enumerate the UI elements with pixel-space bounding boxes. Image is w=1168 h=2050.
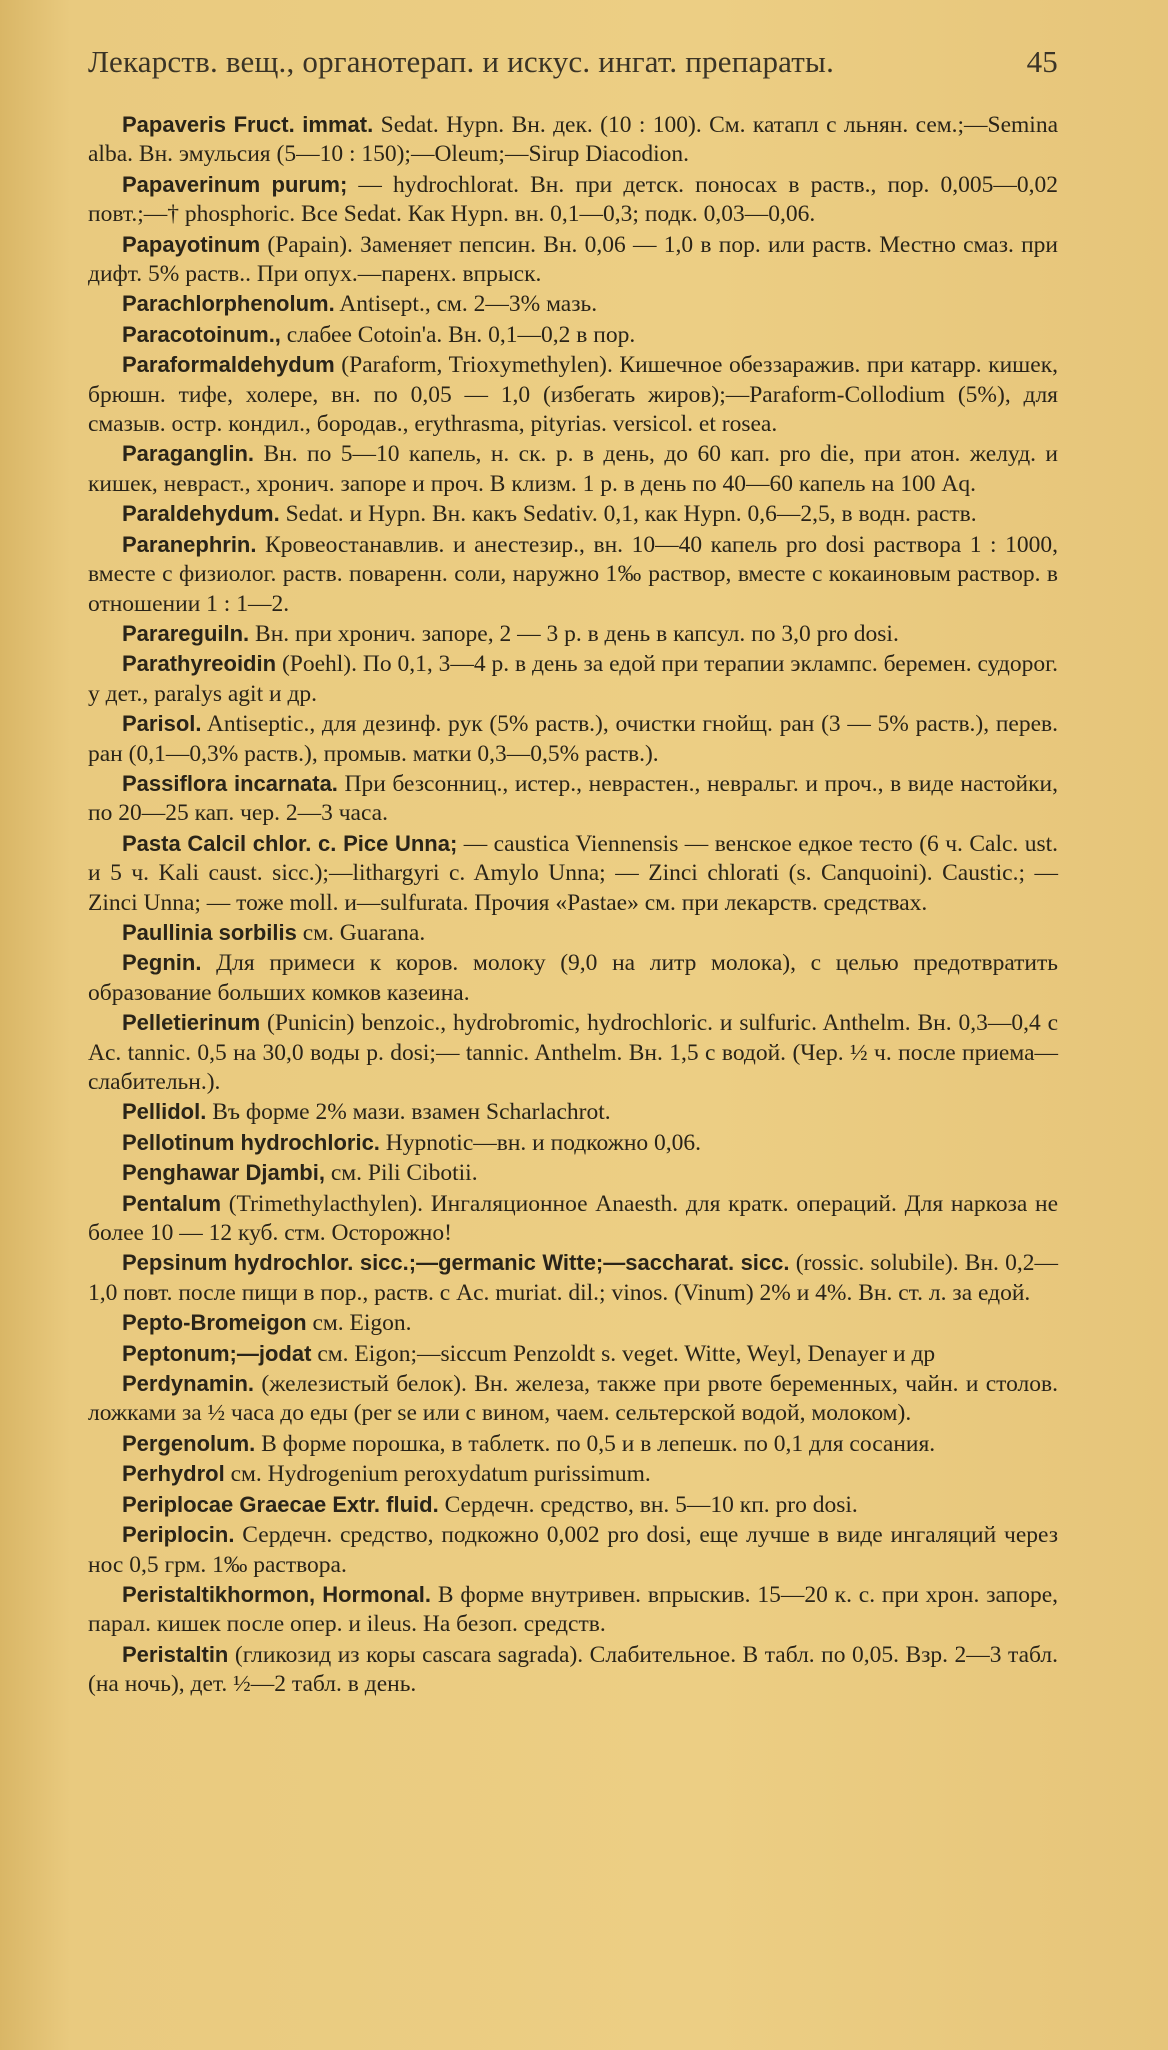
- entry-term: Paraldehydum.: [122, 501, 280, 527]
- entry-list: [88, 110, 1058, 1700]
- entry: [88, 1369, 1058, 1429]
- entry-term: Pepto-Bromeigon: [122, 1310, 307, 1336]
- entry-text: В форме порошка, в таблетк. по 0,5 и в лепешк. по 0,1 для сосания.: [261, 1430, 936, 1457]
- entry-text: (rossic. solubile). Вн. 0,2—1,0 повт. после пищи в пор., раств. с Ac. muriat. dil.; vinos. (Vinum) 2% и 4%. Вн. ст. л. за едой.: [88, 1250, 1059, 1306]
- entry: [88, 170, 1058, 230]
- entry-text: Кровеостанавлив. и анестезир., вн. 10—40 капель pro dosi раствора 1 : 1000, вместе с физиолог. раств. поваренн. соли, наружно 1‰ раствор, вместе с кокаиновым раствор. в отношении 1 : 1—2.: [88, 531, 1059, 617]
- entry-text: (гликозид из коры cascara sagrada). Слабительное. В табл. по 0,05. Взр. 2—3 табл. (на ночь), дет. ½—2 табл. в день.: [88, 1641, 1058, 1698]
- entry: [88, 1339, 1058, 1369]
- entry-term: Penghawar Djambi,: [122, 1160, 325, 1186]
- entry-text: см. Pili Cibotii.: [330, 1160, 478, 1187]
- entry-term: Paranephrin.: [122, 531, 257, 557]
- entry-text: слабее Cotoin'а. Вн. 0,1—0,2 в пор.: [286, 321, 636, 348]
- entry-text: (Trimethylacthylen). Ингаляционное Anaesth. для кратк. операций. Для наркоза не более 10 — 12 куб. стм. Осторожно!: [88, 1190, 1058, 1247]
- entry: [88, 709, 1058, 769]
- entry-term: Papayotinum: [122, 231, 261, 257]
- entry-text: Sedat. Hypn. Вн. дек. (10 : 100). См. катапл с льнян. сем.;—Semina alba. Вн. эмульсия (5—10 : 150);—Oleum;—Sirup Diacodion.: [88, 112, 1059, 168]
- entry-term: Parathyreoidin: [122, 651, 277, 677]
- entry: [88, 439, 1058, 499]
- entry-term: Papaverinum purum;: [122, 171, 348, 197]
- entry: [88, 649, 1058, 709]
- entry-text: (железистый белок). Вн. железа, также при рвоте беременных, чайн. и столов. ложками за ½ часа до еды (per se или с вином, чаем. сельтерской водой, молоком).: [88, 1371, 1058, 1427]
- entry-term: Periplocae Graecae Extr. fluid.: [122, 1491, 439, 1517]
- entry-term: Perdynamin.: [122, 1371, 255, 1397]
- entry: [88, 1008, 1058, 1097]
- entry: [88, 1459, 1058, 1489]
- entry-term: Pellotinum hydrochloric.: [122, 1129, 380, 1155]
- entry-text: Сердечн. средство, вн. 5—10 кп. pro dosi.: [444, 1491, 858, 1518]
- entry-term: Papaveris Fruct. immat.: [122, 112, 374, 137]
- entry-text: — hydrochlorat. Вн. при детск. поносах в раств., пор. 0,005—0,02 повт.;—† phosphoric. Все Sedat. Как Hypn. вн. 0,1—0,3; подк. 0,03—0,06.: [88, 171, 1059, 228]
- entry-term: Parisol.: [122, 711, 202, 737]
- entry: [88, 350, 1058, 439]
- entry-term: Pellidol.: [122, 1099, 207, 1125]
- entry-term: Periplocin.: [122, 1522, 235, 1548]
- entry: [88, 1429, 1058, 1459]
- entry-term: Pasta Calcil chlor. c. Pice Unna;: [122, 830, 458, 856]
- entry-text: Въ форме 2% мази. взамен Scharlachrot.: [212, 1099, 611, 1126]
- entry-text: (Punicin) benzoic., hydrobromic, hydrochloric. и sulfuric. Anthelm. Вн. 0,3—0,4 с Ac. tannic. 0,5 на 30,0 воды p. dosi;— tannic. Anthelm. Вн. 1,5 с водой. (Чер. ½ ч. после приема—слабительн.).: [88, 1010, 1059, 1095]
- entry-text: Antiseptic., для дезинф. рук (5% раств.), очистки гнойщ. ран (3 — 5% раств.), перев. ран (0,1—0,3% раств.), промыв. матки 0,3—0,5% раств.).: [88, 711, 1058, 767]
- entry-term: Pelletierinum: [122, 1010, 261, 1036]
- entry-term: Pentalum: [122, 1190, 222, 1216]
- entry-text: (Papain). Заменяет пепсин. Вн. 0,06 — 1,0 в пор. или раств. Местно смаз. при дифт. 5% раств.. При опух.—паренх. впрыск.: [88, 231, 1059, 288]
- entry-text: Sedat. и Hypn. Вн. какъ Sedativ. 0,1, как Hypn. 0,6—2,5, в водн. раств.: [285, 501, 977, 528]
- entry-text: см. Guarana.: [302, 919, 426, 946]
- entry-term: Parachlorphenolum.: [122, 291, 335, 317]
- entry-term: Paraganglin.: [122, 441, 255, 467]
- entry: [88, 1128, 1058, 1158]
- running-header: [88, 44, 1058, 80]
- entry: [88, 948, 1058, 1008]
- entry-term: Pepsinum hydrochlor. sicc.;—germanic Witte;—saccharat. sicc.: [122, 1250, 790, 1276]
- entry: [88, 1189, 1058, 1249]
- entry-term: Peristaltin: [122, 1641, 229, 1667]
- entry-text: Сердечн. средство, подкожно 0,002 pro dosi, еще лучше в виде ингаляций через нос 0,5 грм. 1‰ раствора.: [88, 1522, 1059, 1578]
- entry-term: Paracotoinum.,: [122, 321, 281, 347]
- entry-text: см. Hydrogenium peroxydatum purissimum.: [230, 1461, 651, 1488]
- entry: [88, 110, 1058, 170]
- entry: [88, 1580, 1058, 1640]
- entry-term: Passiflora incarnata.: [122, 770, 338, 796]
- entry: [88, 499, 1058, 529]
- header-title: Лекарств. вещ., органотерап. и искус. ингат. препараты.: [88, 44, 835, 79]
- entry: [88, 1248, 1058, 1308]
- entry-text: см. Eigon;—siccum Penzoldt s. veget. Witte, Weyl, Denayer и др: [317, 1340, 936, 1367]
- entry-term: Paullinia sorbilis: [122, 919, 297, 945]
- entry: [88, 1158, 1058, 1188]
- page-number: 45: [1026, 44, 1058, 79]
- entry-text: Antisept., см. 2—3% мазь.: [339, 291, 598, 318]
- entry-text: Вн. по 5—10 капель, н. ск. р. в день, до 60 кап. pro die, при атон. желуд. и кишек, неврaст., хронич. запоре и проч. В клизм. 1 р. в день по 40—60 капель на 100 Aq.: [88, 441, 1059, 497]
- entry-text: Вн. при хронич. запоре, 2 — 3 р. в день в капсул. по 3,0 pro dosi.: [255, 620, 899, 647]
- entry: [88, 1640, 1058, 1700]
- entry-text: (Poehl). По 0,1, 3—4 р. в день за едой при терапии эклампс. беремен. судорог. у дет., paralys agit и др.: [88, 651, 1059, 707]
- entry-text: см. Eigon.: [312, 1310, 412, 1337]
- entry-term: Paraformaldehydum: [122, 352, 335, 378]
- entry-text: В форме внутривен. впрыскив. 15—20 к. с. при хрон. запоре, парал. кишек после опер. и ileus. На безоп. средств.: [88, 1581, 1059, 1638]
- entry: [88, 1308, 1058, 1338]
- entry: [88, 230, 1058, 290]
- entry-text: Для примеси к коров. молоку (9,0 на литр молока), с целью предотвратить образование больших комков казеина.: [88, 950, 1058, 1006]
- entry: [88, 918, 1058, 948]
- entry-text: — caustica Viennensis — венское едкое тесто (6 ч. Calc. ust. и 5 ч. Kali caust. sicc.);—lithargyri c. Amylo Unna; — Zinci chlorati (s. Canquoini). Caustic.; — Zinci Unna; — тоже moll. и—sulfurata. Прочия «Pastae» см. при лекарств. средствах.: [88, 830, 1059, 916]
- entry-term: Peptonum;—jodat: [122, 1340, 312, 1366]
- entry-text: Hypnotic—вн. и подкожно 0,06.: [385, 1129, 702, 1156]
- entry: [88, 829, 1058, 918]
- entry-term: Parareguiln.: [122, 620, 250, 646]
- entry-term: Peristaltikhormon, Hormonal.: [122, 1581, 432, 1607]
- entry-text: При безсонниц., истер., неврaстен., невральг. и проч., в виде настойки, по 20—25 кап. чер. 2—3 часа.: [88, 770, 1058, 827]
- entry: [88, 320, 1058, 350]
- entry: [88, 1520, 1058, 1580]
- entry: [88, 530, 1058, 619]
- entry-term: Pegnin.: [122, 950, 202, 976]
- entry: [88, 1490, 1058, 1520]
- entry-term: Perhydrol: [122, 1461, 225, 1487]
- entry-text: (Paraform, Trioxymethylen). Кишечное обеззаражив. при катарр. кишек, брюшн. тифе, холере, вн. по 0,05 — 1,0 (избегать жиров);—Paraform-Collodium (5%), для смазыв. остр. кондил., бородав., erythrasma, pityrias. versicol. et rosea.: [88, 352, 1059, 438]
- entry: [88, 769, 1058, 829]
- entry: [88, 1097, 1058, 1127]
- entry-term: Pergenolum.: [122, 1430, 256, 1456]
- entry: [88, 289, 1058, 319]
- entry: [88, 619, 1058, 649]
